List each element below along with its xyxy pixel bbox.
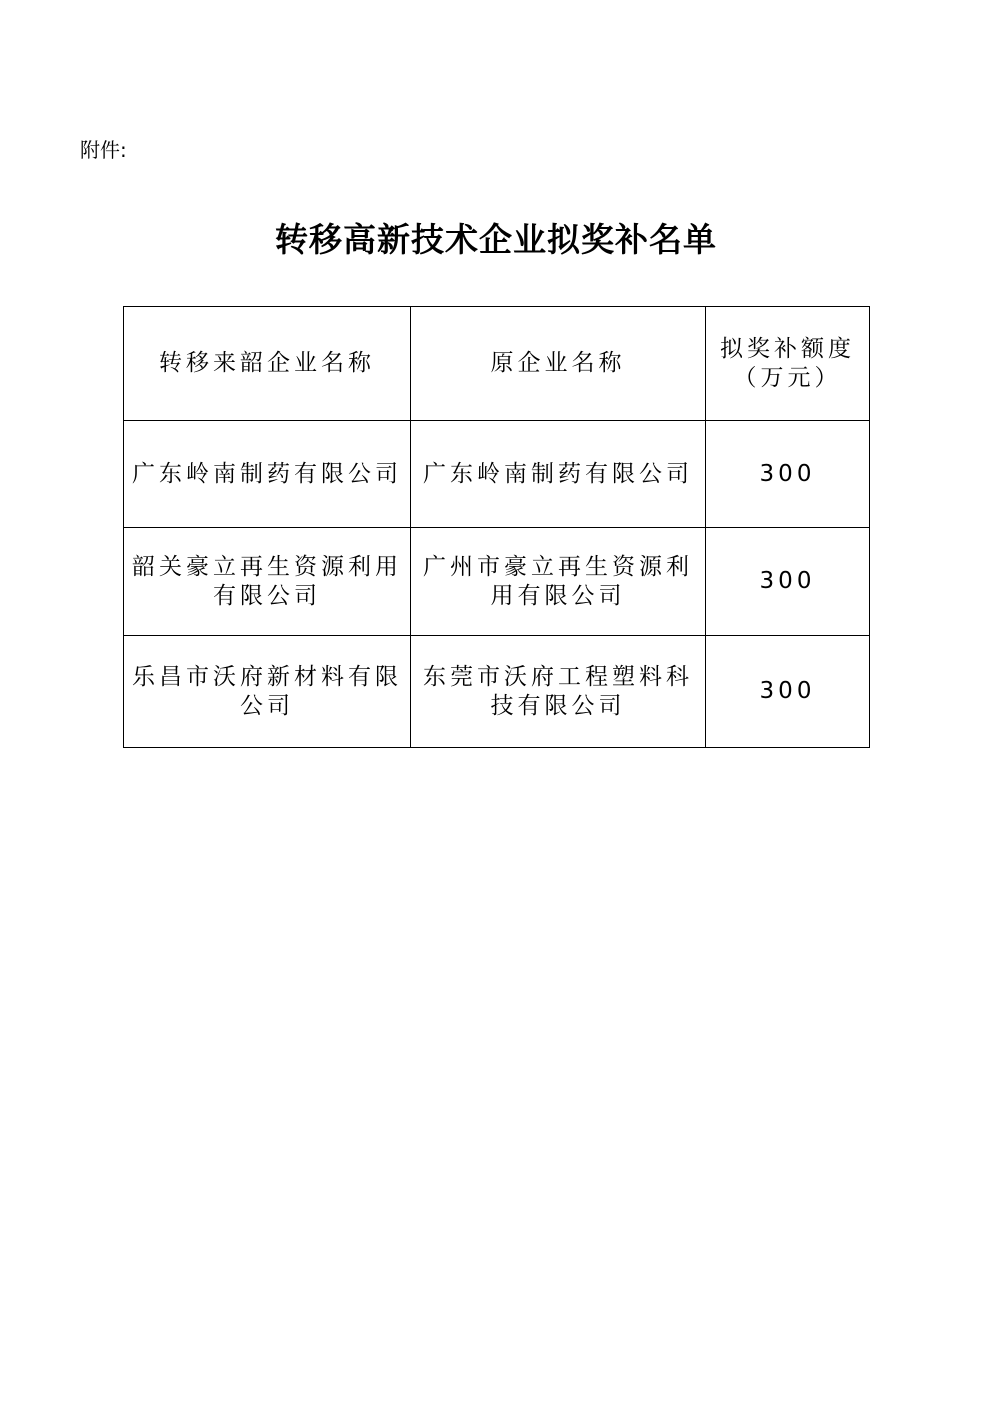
cell-award-amount: 300	[706, 636, 870, 748]
cell-award-amount: 300	[706, 421, 870, 528]
cell-new-company: 韶关豪立再生资源利用有限公司	[124, 528, 411, 636]
cell-original-company: 广州市豪立再生资源利用有限公司	[411, 528, 706, 636]
header-award-amount-line2: （万元）	[733, 364, 842, 391]
header-original-company: 原企业名称	[411, 307, 706, 421]
table-row	[124, 636, 870, 748]
table-row	[124, 528, 870, 636]
table-row	[124, 421, 870, 528]
cell-original-company: 广东岭南制药有限公司	[411, 421, 706, 528]
cell-new-company: 广东岭南制药有限公司	[124, 421, 411, 528]
header-award-amount-line1: 拟奖补额度	[720, 335, 855, 362]
cell-new-company: 乐昌市沃府新材料有限公司	[124, 636, 411, 748]
award-list-table	[123, 306, 870, 748]
attachment-label: 附件:	[80, 138, 127, 162]
table-header-row	[124, 307, 870, 421]
cell-award-amount: 300	[706, 528, 870, 636]
cell-original-company: 东莞市沃府工程塑料科技有限公司	[411, 636, 706, 748]
header-new-company: 转移来韶企业名称	[124, 307, 411, 421]
header-award-amount	[706, 307, 870, 421]
document-title: 转移高新技术企业拟奖补名单	[275, 220, 717, 259]
